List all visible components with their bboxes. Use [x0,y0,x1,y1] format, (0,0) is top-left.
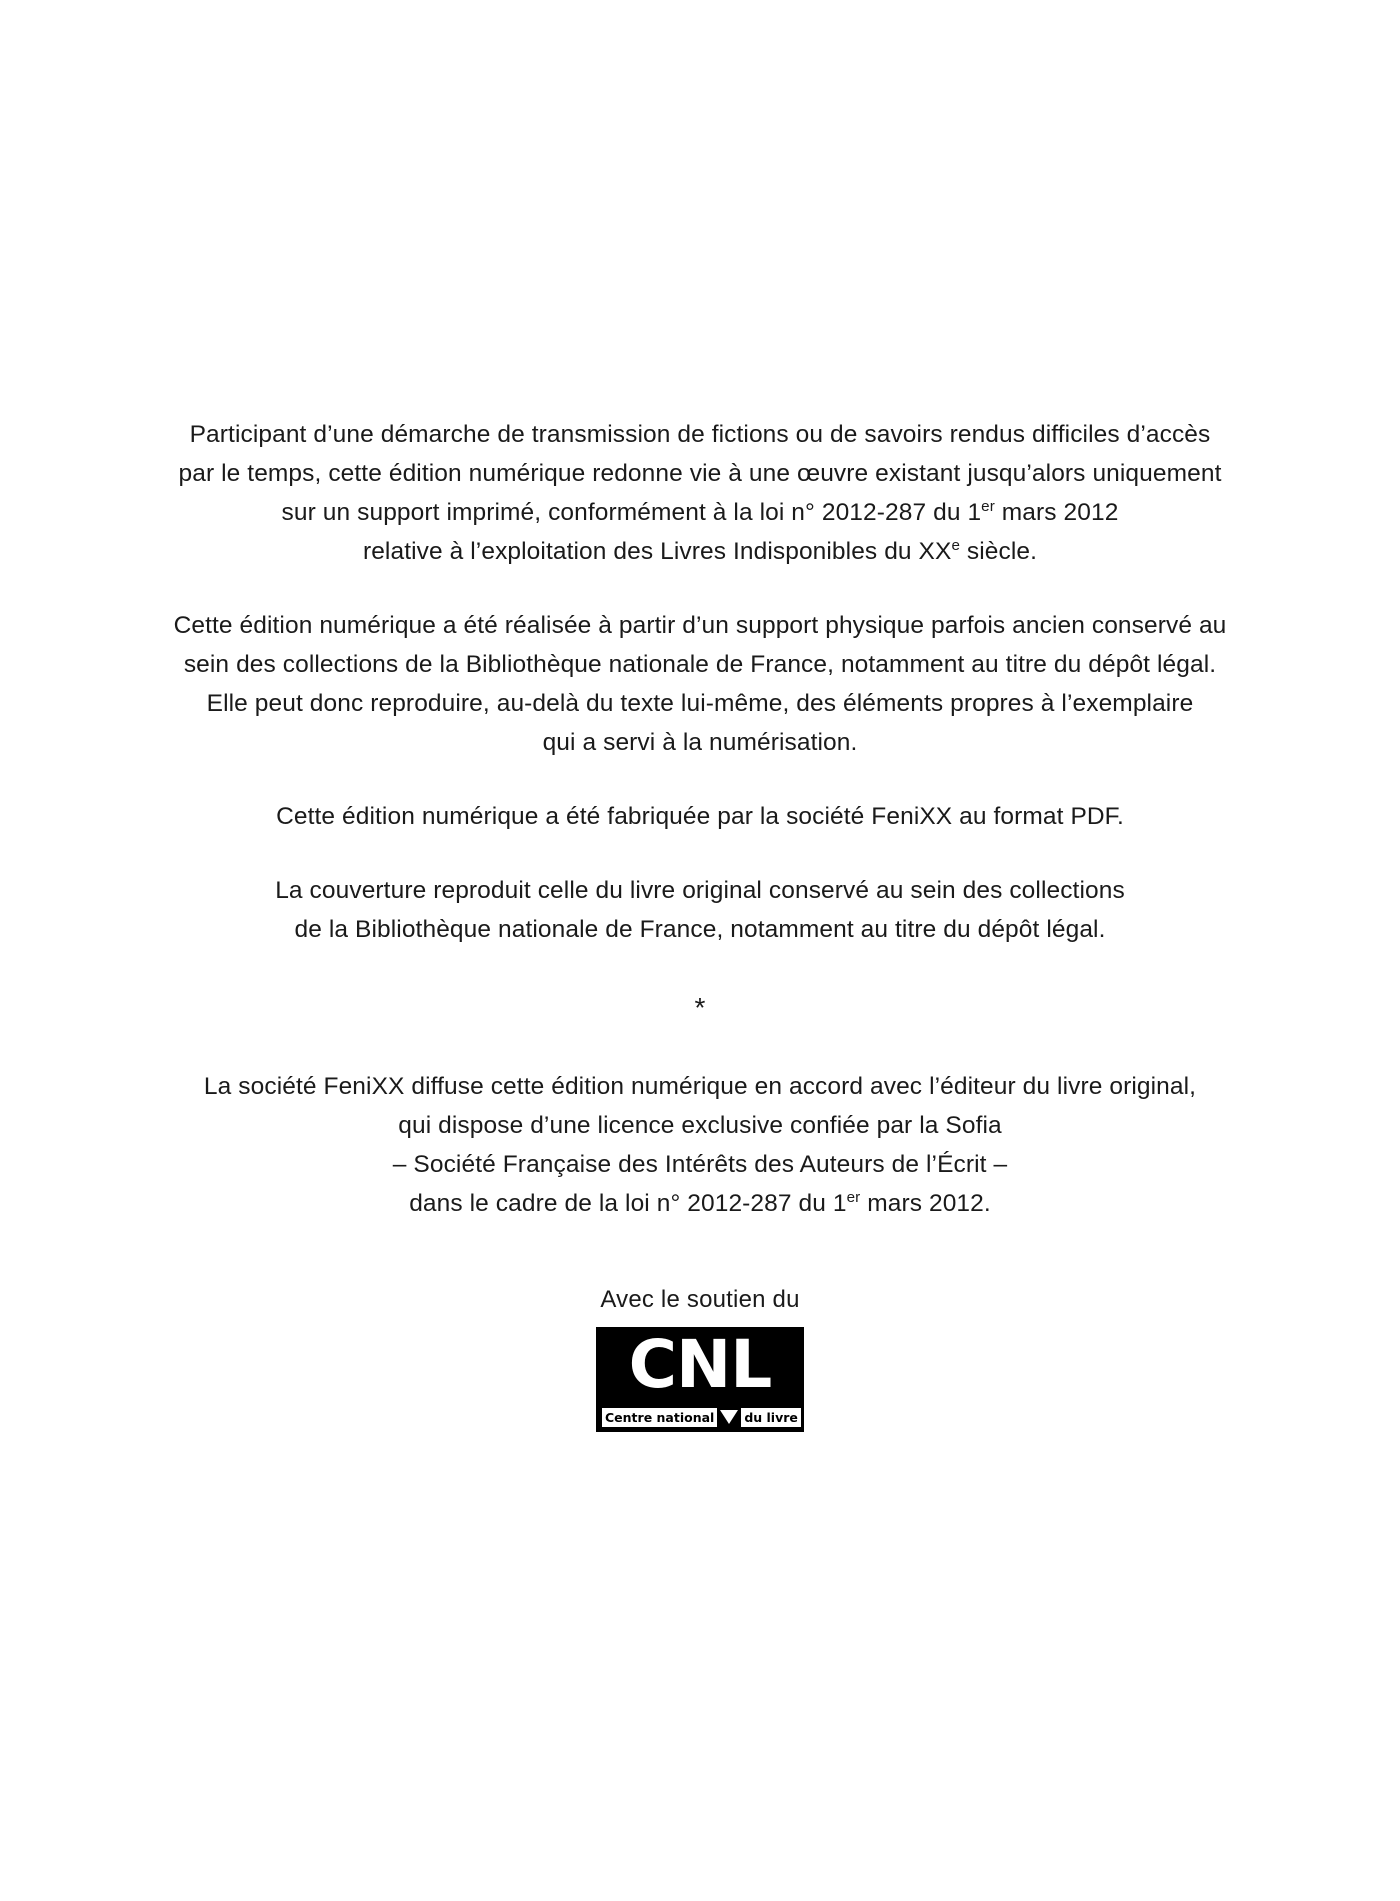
paragraph-support-physique-line-3: Elle peut donc reproduire, au-delà du texte lui-même, des éléments propres à l’exemplaire [206,690,1194,717]
paragraph-couverture-line-1: La couverture reproduit celle du livre original conservé au sein des collections [275,877,1125,904]
support-label: Avec le soutien du [600,1286,800,1313]
cnl-logo-caption-right: du livre [741,1408,801,1427]
paragraph-transmission-line-3 [110,493,1290,532]
paragraph-diffusion-line-2: qui dispose d’une licence exclusive confiée par la Sofia [398,1112,1002,1139]
paragraph-transmission-line-4 [110,532,1290,571]
paragraph-transmission-line-3-suffix: mars 2012 [994,499,1119,526]
paragraph-support-physique-line-4: qui a servi à la numérisation. [542,729,858,756]
section-separator-asterisk: * [694,992,706,1023]
paragraph-couverture-line-2: de la Bibliothèque nationale de France, notamment au titre du dépôt légal. [294,916,1106,943]
paragraph-transmission-line-2: par le temps, cette édition numérique redonne vie à une œuvre existant jusqu’alors uniquement [178,460,1222,487]
paragraph-transmission-line-1: Participant d’une démarche de transmission de fictions ou de savoirs rendus difficiles d’accès [189,421,1211,448]
paragraph-couverture [110,871,1290,949]
support-section [110,1285,1290,1432]
cnl-logo-caption [602,1407,798,1427]
paragraph-fabrication-line-1: Cette édition numérique a été fabriquée par la société FeniXX au format PDF. [276,803,1124,830]
paragraph-diffusion-line-4-suffix: mars 2012. [860,1190,991,1217]
paragraph-fabrication [110,797,1290,836]
paragraph-support-physique-line-2: sein des collections de la Bibliothèque nationale de France, notamment au titre du dépôt légal. [183,651,1217,678]
paragraph-diffusion-line-4-prefix: dans le cadre de la loi n° 2012-287 du 1 [409,1190,847,1217]
paragraph-transmission [110,415,1290,571]
paragraph-diffusion-line-4-sup: er [846,1188,861,1206]
paragraph-transmission-line-4-prefix: relative à l’exploitation des Livres Indisponibles du XX [362,538,952,565]
paragraph-diffusion-line-4 [110,1184,1290,1223]
cnl-triangle-icon [720,1410,738,1424]
paragraph-diffusion [110,1067,1290,1223]
cnl-logo-letters: CNL [628,1326,772,1403]
paragraph-diffusion-line-3: – Société Française des Intérêts des Auteurs de l’Écrit – [392,1151,1008,1178]
paragraph-support-physique-line-1: Cette édition numérique a été réalisée à partir d’un support physique parfois ancien conservé au [173,612,1227,639]
paragraph-support-physique [110,606,1290,762]
paragraph-transmission-line-3-sup: er [981,497,995,515]
paragraph-transmission-line-3-prefix: sur un support imprimé, conformément à la loi n° 2012-287 du 1 [281,499,982,526]
cnl-logo [596,1327,804,1432]
cnl-logo-caption-left: Centre national [602,1408,717,1427]
paragraph-diffusion-line-1: La société FeniXX diffuse cette édition numérique en accord avec l’éditeur du livre original, [203,1073,1197,1100]
paragraph-transmission-line-4-suffix: siècle. [959,538,1038,565]
legal-notice-block [0,415,1400,1432]
paragraph-transmission-line-4-sup: e [951,536,960,554]
